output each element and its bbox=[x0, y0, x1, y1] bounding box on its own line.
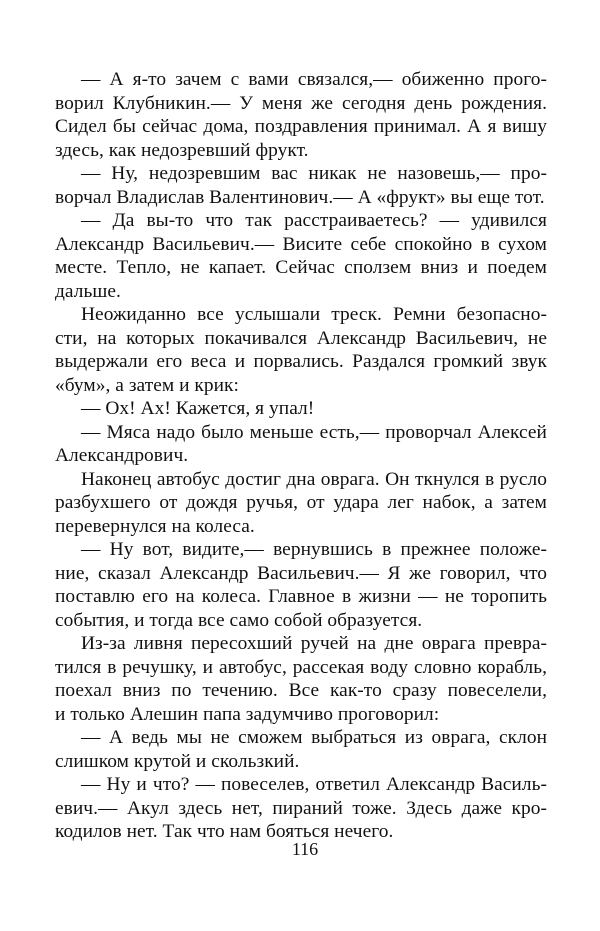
book-page-text bbox=[55, 68, 547, 844]
text-line: «бум», а затем и крик: bbox=[55, 374, 239, 396]
text-line: и только Алешин папа задумчиво проговорил: bbox=[55, 703, 440, 725]
text-line: здесь, как недозревший фрукт. bbox=[55, 139, 309, 161]
text-line: перевернулся на колеса. bbox=[55, 515, 255, 537]
paragraph-first-line: Из-за ливня пересохший ручей на дне оврага превра- bbox=[81, 633, 547, 654]
text-line: ние, сказал Александр Васильевич.— Я же говорил, что bbox=[55, 562, 547, 584]
paragraph-first-line: — А ведь мы не сможем выбраться из оврага, склон bbox=[81, 727, 547, 748]
paragraph-first-line: — Да вы-то что так расстраиваетесь? — удивился bbox=[81, 210, 547, 231]
text-line: выдержали его веса и порвались. Раздался громкий звук bbox=[55, 351, 547, 372]
text-line: месте. Тепло, не капает. Сейчас сползем вниз и поедем bbox=[55, 257, 547, 278]
text-line: Сидел бы сейчас дома, поздравления принимал. А я вишу bbox=[55, 116, 547, 137]
text-line: ворил Клубникин.— У меня же сегодня день рождения. bbox=[55, 92, 547, 114]
text-line: слишком крутой и скользкий. bbox=[55, 750, 300, 772]
paragraph-first-line: — Ну, недозревшим вас никак не назовешь,— про- bbox=[81, 163, 547, 184]
text-line: тился в речушку, и автобус, рассекая воду словно корабль, bbox=[55, 656, 547, 678]
text-line: Александр Васильевич.— Висите себе спокойно в сухом bbox=[55, 233, 547, 255]
text-line: разбухшего от дождя ручья, от удара лег набок, а затем bbox=[55, 492, 547, 513]
text-line: Александрович. bbox=[55, 445, 189, 466]
paragraph-first-line: — Мяса надо было меньше есть,— проворчал Алексей bbox=[81, 421, 547, 443]
paragraph-first-line: — А я-то зачем с вами связался,— обиженно прого- bbox=[81, 69, 547, 90]
paragraph-first-line: Наконец автобус достиг дна оврага. Он ткнулся в русло bbox=[81, 468, 547, 490]
text-line: поехал вниз по течению. Все как-то сразу повеселели, bbox=[55, 680, 547, 701]
text-line: ворчал Владислав Валентинович.— А «фрукт» вы еще тот. bbox=[55, 186, 545, 208]
text-line: сти, на которых покачивался Александр Васильевич, не bbox=[55, 327, 547, 349]
text-line: события, и тогда все само собой образуется. bbox=[55, 609, 423, 631]
text-line: дальше. bbox=[55, 280, 121, 302]
page-number: 116 bbox=[291, 839, 319, 859]
paragraph-first-line: — Ну и что? — повеселев, ответил Александр Василь- bbox=[81, 774, 547, 795]
text-line: кодилов нет. Так что нам бояться нечего. bbox=[55, 821, 394, 842]
paragraph-first-line: — Ну вот, видите,— вернувшись в прежнее положе- bbox=[81, 539, 547, 560]
text-line: поставлю его на колеса. Главное в жизни — не торопить bbox=[55, 586, 547, 607]
text-line: евич.— Акул здесь нет, пираний тоже. Здесь даже кро- bbox=[55, 797, 547, 819]
paragraph-first-line: Неожиданно все услышали треск. Ремни безопасно- bbox=[81, 304, 547, 325]
paragraph-first-line: — Ох! Ах! Кажется, я упал! bbox=[81, 398, 315, 419]
